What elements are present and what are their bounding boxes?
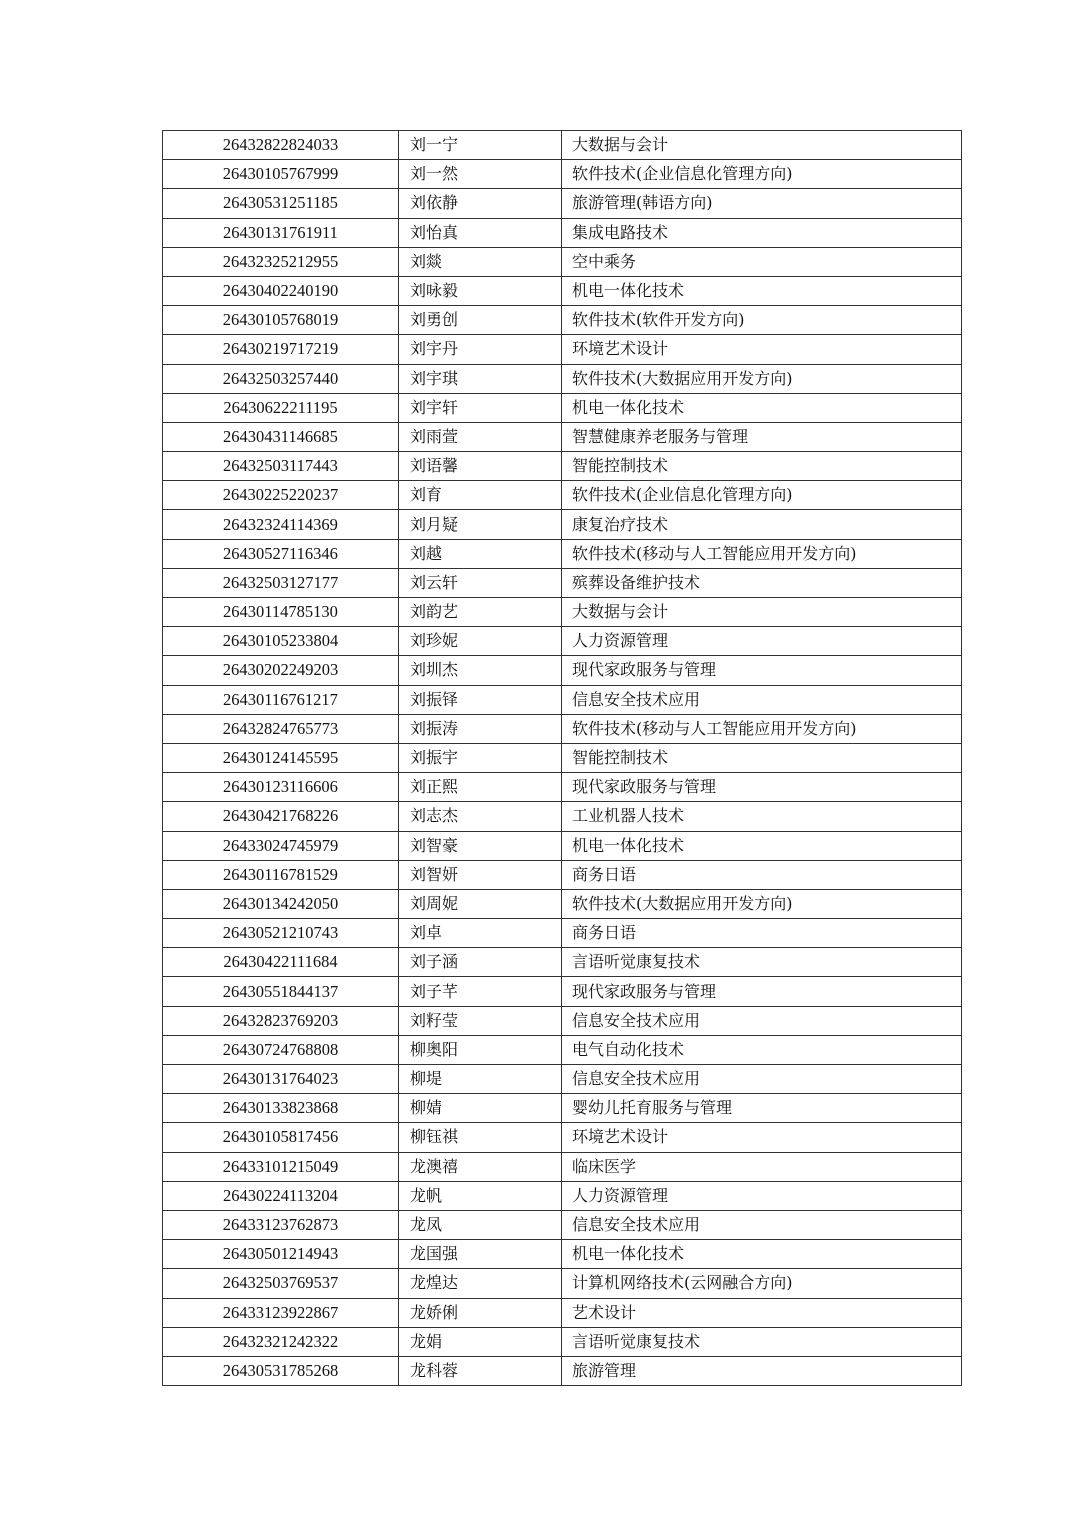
major-cell: 大数据与会计 <box>562 131 962 160</box>
candidate-id-cell: 26430105767999 <box>163 160 399 189</box>
student-name-cell: 龙国强 <box>399 1240 562 1269</box>
table-row <box>163 422 962 451</box>
student-name-cell: 刘子芊 <box>399 977 562 1006</box>
table-row <box>163 218 962 247</box>
table-row <box>163 977 962 1006</box>
candidate-id-cell: 26430402240190 <box>163 276 399 305</box>
candidate-id-cell: 26432823769203 <box>163 1006 399 1035</box>
student-name-cell: 柳婧 <box>399 1094 562 1123</box>
candidate-id-cell: 26430116781529 <box>163 860 399 889</box>
student-name-cell: 龙煌达 <box>399 1269 562 1298</box>
table-row <box>163 276 962 305</box>
major-cell: 机电一体化技术 <box>562 393 962 422</box>
candidate-id-cell: 26432503257440 <box>163 364 399 393</box>
major-cell: 商务日语 <box>562 919 962 948</box>
table-row <box>163 743 962 772</box>
table-row <box>163 889 962 918</box>
major-cell: 工业机器人技术 <box>562 802 962 831</box>
major-cell: 大数据与会计 <box>562 598 962 627</box>
table-row <box>163 919 962 948</box>
major-cell: 环境艺术设计 <box>562 335 962 364</box>
candidate-id-cell: 26430531251185 <box>163 189 399 218</box>
student-name-cell: 刘怡真 <box>399 218 562 247</box>
major-cell: 智能控制技术 <box>562 452 962 481</box>
major-cell: 软件技术(软件开发方向) <box>562 306 962 335</box>
student-name-cell: 刘宇琪 <box>399 364 562 393</box>
table-row <box>163 1327 962 1356</box>
candidate-id-cell: 26430133823868 <box>163 1094 399 1123</box>
table-row <box>163 1094 962 1123</box>
table-row <box>163 1035 962 1064</box>
student-name-cell: 龙帆 <box>399 1181 562 1210</box>
student-name-cell: 刘语馨 <box>399 452 562 481</box>
candidate-id-cell: 26432321242322 <box>163 1327 399 1356</box>
major-cell: 智能控制技术 <box>562 743 962 772</box>
table-row <box>163 160 962 189</box>
candidate-id-cell: 26430225220237 <box>163 481 399 510</box>
major-cell: 现代家政服务与管理 <box>562 773 962 802</box>
major-cell: 软件技术(移动与人工智能应用开发方向) <box>562 539 962 568</box>
candidate-id-cell: 26432503769537 <box>163 1269 399 1298</box>
candidate-id-cell: 26430105768019 <box>163 306 399 335</box>
student-name-cell: 刘智妍 <box>399 860 562 889</box>
student-name-cell: 刘珍妮 <box>399 627 562 656</box>
table-row <box>163 335 962 364</box>
table-row <box>163 1298 962 1327</box>
table-row <box>163 568 962 597</box>
student-name-cell: 刘子涵 <box>399 948 562 977</box>
table-row <box>163 831 962 860</box>
student-name-cell: 刘卓 <box>399 919 562 948</box>
student-name-cell: 刘振铎 <box>399 685 562 714</box>
table-row <box>163 247 962 276</box>
candidate-id-cell: 26430114785130 <box>163 598 399 627</box>
candidate-id-cell: 26430131761911 <box>163 218 399 247</box>
candidate-id-cell: 26430224113204 <box>163 1181 399 1210</box>
student-name-cell: 刘咏毅 <box>399 276 562 305</box>
table-row <box>163 1240 962 1269</box>
major-cell: 信息安全技术应用 <box>562 1006 962 1035</box>
candidate-id-cell: 26430219717219 <box>163 335 399 364</box>
table-row <box>163 773 962 802</box>
candidate-id-cell: 26433024745979 <box>163 831 399 860</box>
major-cell: 软件技术(企业信息化管理方向) <box>562 481 962 510</box>
major-cell: 艺术设计 <box>562 1298 962 1327</box>
candidate-id-cell: 26430421768226 <box>163 802 399 831</box>
major-cell: 空中乘务 <box>562 247 962 276</box>
student-name-cell: 龙科蓉 <box>399 1356 562 1385</box>
candidate-id-cell: 26433123762873 <box>163 1210 399 1239</box>
candidate-id-cell: 26432325212955 <box>163 247 399 276</box>
candidate-id-cell: 26430422111684 <box>163 948 399 977</box>
major-cell: 机电一体化技术 <box>562 1240 962 1269</box>
table-row <box>163 1210 962 1239</box>
student-name-cell: 刘振宇 <box>399 743 562 772</box>
table-row <box>163 364 962 393</box>
table-row <box>163 860 962 889</box>
student-name-cell: 刘宇丹 <box>399 335 562 364</box>
major-cell: 软件技术(移动与人工智能应用开发方向) <box>562 714 962 743</box>
table-row <box>163 189 962 218</box>
major-cell: 机电一体化技术 <box>562 276 962 305</box>
major-cell: 信息安全技术应用 <box>562 685 962 714</box>
candidate-id-cell: 26432503127177 <box>163 568 399 597</box>
student-name-cell: 刘一然 <box>399 160 562 189</box>
table-row <box>163 1356 962 1385</box>
major-cell: 软件技术(企业信息化管理方向) <box>562 160 962 189</box>
student-name-cell: 刘正熙 <box>399 773 562 802</box>
major-cell: 旅游管理 <box>562 1356 962 1385</box>
candidate-id-cell: 26430527116346 <box>163 539 399 568</box>
table-row <box>163 131 962 160</box>
table-row <box>163 714 962 743</box>
student-name-cell: 刘周妮 <box>399 889 562 918</box>
major-cell: 康复治疗技术 <box>562 510 962 539</box>
student-name-cell: 刘韵艺 <box>399 598 562 627</box>
candidate-id-cell: 26430105233804 <box>163 627 399 656</box>
major-cell: 殡葬设备维护技术 <box>562 568 962 597</box>
table-row <box>163 1123 962 1152</box>
candidate-id-cell: 26430531785268 <box>163 1356 399 1385</box>
major-cell: 信息安全技术应用 <box>562 1065 962 1094</box>
major-cell: 集成电路技术 <box>562 218 962 247</box>
major-cell: 人力资源管理 <box>562 1181 962 1210</box>
roster-body <box>163 131 962 1386</box>
candidate-id-cell: 26430105817456 <box>163 1123 399 1152</box>
major-cell: 临床医学 <box>562 1152 962 1181</box>
student-roster-table <box>162 130 962 1386</box>
table-row <box>163 1181 962 1210</box>
candidate-id-cell: 26430521210743 <box>163 919 399 948</box>
student-name-cell: 刘越 <box>399 539 562 568</box>
student-name-cell: 刘月疑 <box>399 510 562 539</box>
table-row <box>163 627 962 656</box>
student-name-cell: 刘圳杰 <box>399 656 562 685</box>
major-cell: 环境艺术设计 <box>562 1123 962 1152</box>
table-row <box>163 452 962 481</box>
table-row <box>163 510 962 539</box>
candidate-id-cell: 26432324114369 <box>163 510 399 539</box>
major-cell: 现代家政服务与管理 <box>562 977 962 1006</box>
major-cell: 言语听觉康复技术 <box>562 1327 962 1356</box>
student-name-cell: 龙娟 <box>399 1327 562 1356</box>
major-cell: 言语听觉康复技术 <box>562 948 962 977</box>
student-name-cell: 柳堤 <box>399 1065 562 1094</box>
student-name-cell: 刘宇轩 <box>399 393 562 422</box>
candidate-id-cell: 26430134242050 <box>163 889 399 918</box>
student-name-cell: 刘育 <box>399 481 562 510</box>
candidate-id-cell: 26432822824033 <box>163 131 399 160</box>
candidate-id-cell: 26430202249203 <box>163 656 399 685</box>
student-name-cell: 龙娇俐 <box>399 1298 562 1327</box>
student-name-cell: 刘籽莹 <box>399 1006 562 1035</box>
table-row <box>163 598 962 627</box>
table-row <box>163 481 962 510</box>
major-cell: 人力资源管理 <box>562 627 962 656</box>
student-name-cell: 刘智豪 <box>399 831 562 860</box>
student-name-cell: 刘雨萱 <box>399 422 562 451</box>
student-name-cell: 龙凤 <box>399 1210 562 1239</box>
student-name-cell: 刘振涛 <box>399 714 562 743</box>
candidate-id-cell: 26430501214943 <box>163 1240 399 1269</box>
candidate-id-cell: 26430123116606 <box>163 773 399 802</box>
major-cell: 商务日语 <box>562 860 962 889</box>
student-name-cell: 刘勇创 <box>399 306 562 335</box>
student-name-cell: 刘一宁 <box>399 131 562 160</box>
student-name-cell: 龙澳禧 <box>399 1152 562 1181</box>
major-cell: 软件技术(大数据应用开发方向) <box>562 889 962 918</box>
table-row <box>163 1006 962 1035</box>
student-name-cell: 柳钰祺 <box>399 1123 562 1152</box>
candidate-id-cell: 26430124145595 <box>163 743 399 772</box>
student-name-cell: 刘云轩 <box>399 568 562 597</box>
candidate-id-cell: 26433123922867 <box>163 1298 399 1327</box>
major-cell: 信息安全技术应用 <box>562 1210 962 1239</box>
candidate-id-cell: 26430622211195 <box>163 393 399 422</box>
candidate-id-cell: 26430551844137 <box>163 977 399 1006</box>
candidate-id-cell: 26432503117443 <box>163 452 399 481</box>
table-row <box>163 656 962 685</box>
table-row <box>163 948 962 977</box>
table-row <box>163 1152 962 1181</box>
candidate-id-cell: 26430131764023 <box>163 1065 399 1094</box>
table-row <box>163 306 962 335</box>
major-cell: 现代家政服务与管理 <box>562 656 962 685</box>
table-row <box>163 1269 962 1298</box>
student-name-cell: 刘志杰 <box>399 802 562 831</box>
student-name-cell: 刘燚 <box>399 247 562 276</box>
major-cell: 婴幼儿托育服务与管理 <box>562 1094 962 1123</box>
major-cell: 软件技术(大数据应用开发方向) <box>562 364 962 393</box>
candidate-id-cell: 26430116761217 <box>163 685 399 714</box>
table-row <box>163 1065 962 1094</box>
table-row <box>163 685 962 714</box>
student-name-cell: 柳奥阳 <box>399 1035 562 1064</box>
major-cell: 电气自动化技术 <box>562 1035 962 1064</box>
table-row <box>163 539 962 568</box>
candidate-id-cell: 26433101215049 <box>163 1152 399 1181</box>
student-name-cell: 刘依静 <box>399 189 562 218</box>
major-cell: 机电一体化技术 <box>562 831 962 860</box>
major-cell: 旅游管理(韩语方向) <box>562 189 962 218</box>
candidate-id-cell: 26430431146685 <box>163 422 399 451</box>
table-row <box>163 802 962 831</box>
major-cell: 计算机网络技术(云网融合方向) <box>562 1269 962 1298</box>
candidate-id-cell: 26432824765773 <box>163 714 399 743</box>
table-row <box>163 393 962 422</box>
major-cell: 智慧健康养老服务与管理 <box>562 422 962 451</box>
candidate-id-cell: 26430724768808 <box>163 1035 399 1064</box>
